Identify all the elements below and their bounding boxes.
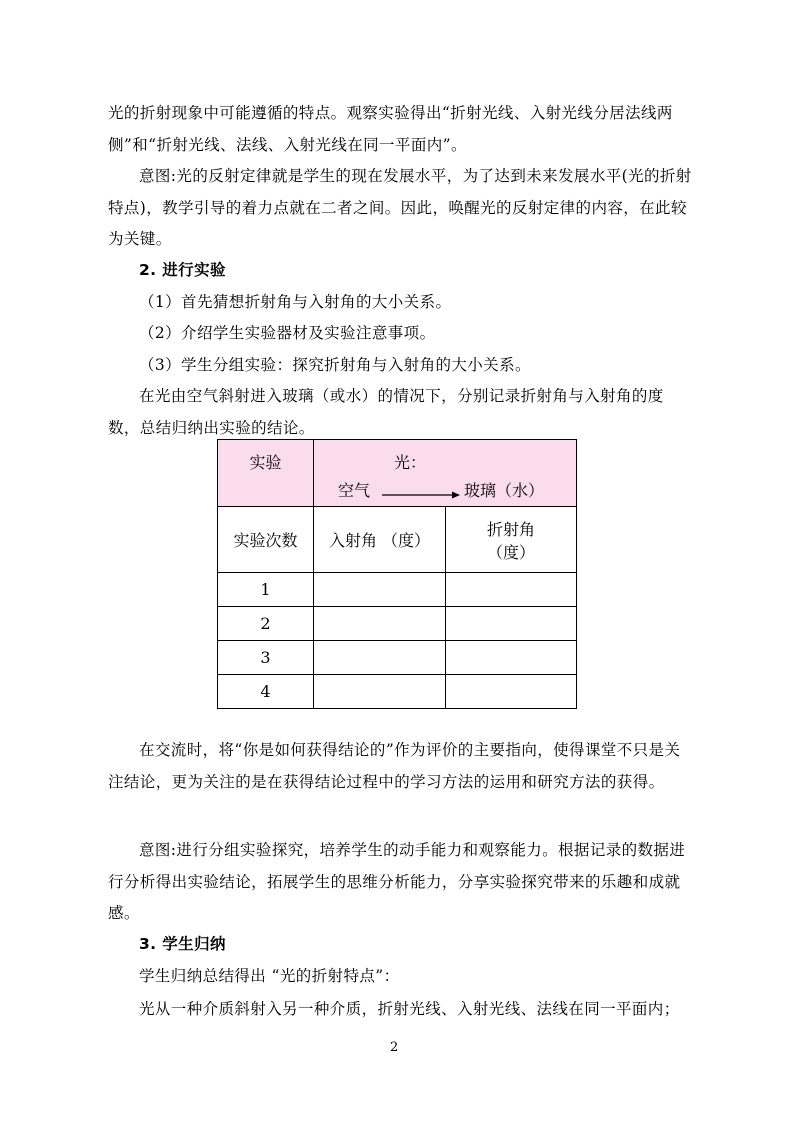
paragraph-4: 在交流时，将“你是如何获得结论的”作为评价的主要指向，使得课堂不只是关注结论，更为关注的是在获得结论过程中的学习方法的运用和研究方法的获得。 [108,741,681,791]
incidence-cell [314,675,446,709]
col-refraction-angle: 折射角 （度） [446,507,577,573]
col-trial-count: 实验次数 [218,507,314,573]
table-column-header-row [218,507,577,573]
incidence-cell [314,573,446,607]
arrow-right-icon [382,490,460,500]
table-row [218,641,577,675]
step-3: （3）学生分组实验：探究折射角与入射角的大小关系。 [139,356,531,374]
paragraph-1: 光的折射现象中可能遵循的特点。观察实验得出“折射光线、入射光线分居法线两侧”和“折射光线、法线、入射光线在同一平面内”。 [108,104,673,154]
page-number: 2 [390,1040,399,1055]
paragraph-6: 学生归纳总结得出 “光的折射特点”： [139,967,400,985]
experiment-table [217,439,577,709]
trial-number: 2 [218,607,314,641]
table-row [218,573,577,607]
medium-air: 空气 [338,481,371,500]
trial-number: 3 [218,641,314,675]
col-incidence-angle: 入射角 （度） [314,507,446,573]
light-label: 光： [394,453,427,472]
paragraph-intent-2: 意图:进行分组实验探究，培养学生的动手能力和观察能力。根据记录的数据进行分析得出实验结论，拓展学生的思维分析能力，分享实验探究带来的乐趣和成就感。 [108,841,686,922]
step-1: （1）首先猜想折射角与入射角的大小关系。 [139,293,452,311]
trial-number: 4 [218,675,314,709]
refraction-cell [446,573,577,607]
medium-glass: 玻璃（水） [464,481,545,500]
step-2: （2）介绍学生实验器材及实验注意事项。 [139,324,436,342]
refraction-cell [446,607,577,641]
table-row [218,607,577,641]
table-header-row [218,440,577,507]
heading-student-summary: 3. 学生归纳 [139,935,226,953]
table-header-experiment: 实验 [218,440,314,507]
paragraph-7: 光从一种介质斜射入另一种介质，折射光线、入射光线、法线在同一平面内； [139,1000,680,1018]
incidence-cell [314,641,446,675]
incidence-cell [314,607,446,641]
table-row [218,675,577,709]
paragraph-intent-1: 意图:光的反射定律就是学生的现在发展水平，为了达到未来发展水平(光的折射特点)，教学引导的着力点就在二者之间。因此，唤醒光的反射定律的内容，在此较为关键。 [108,167,692,248]
refraction-cell [446,675,577,709]
heading-experiment: 2. 进行实验 [139,261,226,279]
paragraph-3: 在光由空气斜射进入玻璃（或水）的情况下，分别记录折射角与入射角的度数，总结归纳出实验的结论。 [108,387,664,437]
trial-number: 1 [218,573,314,607]
table-header-light [314,440,577,507]
refraction-cell [446,641,577,675]
